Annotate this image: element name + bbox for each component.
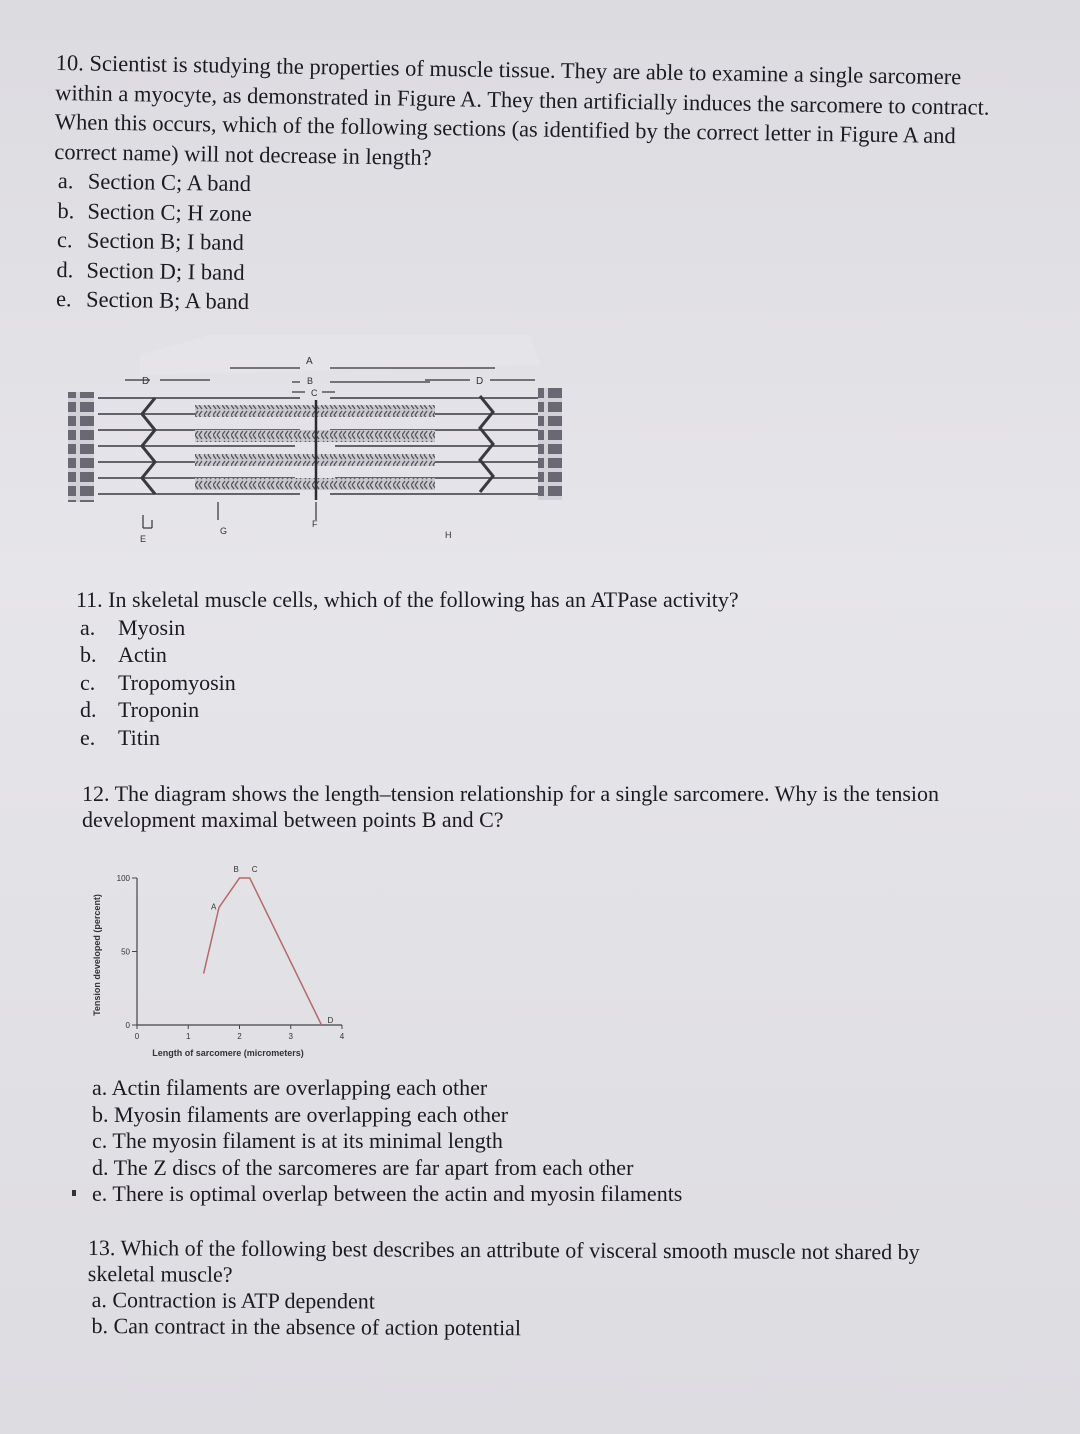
figure-label-b: B [307, 376, 314, 386]
chart-point-label: A [211, 902, 217, 912]
question-12-option-e[interactable]: e. There is optimal overlap between the actin and myosin filaments [92, 1181, 683, 1206]
question-11-option-b[interactable]: b. Actin [80, 642, 167, 667]
chart-x-tick-label: 1 [186, 1032, 191, 1041]
answer-mark [72, 1190, 76, 1196]
z-disc-left [68, 392, 94, 502]
question-12-stem: 12. The diagram shows the length–tension relationship for a single sarcomere. Why is the tension development maximal between points B and C? [82, 781, 940, 832]
length-tension-chart [80, 850, 380, 1065]
question-10-option-a[interactable]: a. Section C; A band [57, 168, 252, 197]
figure-label-a: A [306, 356, 313, 367]
figure-label-g: G [220, 526, 228, 536]
question-10-option-b[interactable]: b. Section C; H zone [57, 197, 252, 226]
chart-xlabel: Length of sarcomere (micrometers) [152, 1048, 304, 1058]
figure-label-e: E [140, 534, 147, 544]
chart-point-label: B [233, 865, 239, 874]
question-11-option-a[interactable]: a. Myosin [80, 614, 186, 640]
chart-x-tick-label: 0 [134, 1032, 140, 1041]
z-disc-right [538, 388, 562, 500]
figure-label-f: F [312, 519, 318, 529]
chart-point-label: C [251, 865, 258, 874]
chart-y-tick-label: 100 [116, 874, 130, 883]
question-12-options [88, 1075, 988, 1208]
question-11 [76, 586, 1016, 751]
chart-y-tick-label: 50 [121, 947, 130, 957]
chart-x-tick-label: 2 [237, 1032, 242, 1041]
sarcomere-figure [60, 330, 580, 550]
question-10-stem: 10. Scientist is studying the properties of muscle tissue. They are able to examine a single sarcomere within a myocyte, as demonstrated in Figure A. They then artificially induces the sarcomere to contract. When this occurs, which of the following sections (as identified by the correct letter in Figure A and correct name) will not decrease in length? [54, 49, 990, 170]
question-12-option-b[interactable]: b. Myosin filaments are overlapping each other [92, 1101, 509, 1127]
figure-label-h: H [445, 530, 452, 540]
question-10-option-e[interactable]: e. Section B; A band [55, 286, 250, 315]
question-13-option-b[interactable]: b. Can contract in the absence of action potential [91, 1313, 522, 1341]
chart-series-line [204, 878, 322, 1025]
question-12-option-c[interactable]: c. The myosin filament is at its minimal length [92, 1128, 503, 1153]
question-11-stem: 11. In skeletal muscle cells, which of the following has an ATPase activity? [76, 587, 739, 612]
chart-x-tick-label: 3 [288, 1032, 293, 1041]
figure-label-d-right: D [476, 376, 484, 387]
chart-x-tick-label: 4 [339, 1032, 345, 1041]
figure-label-d-left: D [142, 376, 150, 387]
question-11-option-d[interactable]: d. Troponin [80, 697, 200, 722]
question-10-option-d[interactable]: d. Section D; I band [56, 256, 245, 285]
chart-y-tick-label: 0 [125, 1021, 130, 1030]
question-13 [87, 1235, 988, 1344]
question-11-option-c[interactable]: c. Tropomyosin [80, 669, 236, 695]
question-11-option-e[interactable]: e. Titin [80, 724, 161, 750]
chart-point-label: D [327, 1016, 334, 1025]
question-12-option-d[interactable]: d. The Z discs of the sarcomeres are far apart from each other [92, 1154, 634, 1180]
question-13-option-a[interactable]: a. Contraction is ATP dependent [91, 1287, 376, 1314]
question-12 [82, 781, 1022, 833]
question-13-stem: 13. Which of the following best describes an attribute of visceral smooth muscle not shared by skeletal muscle? [87, 1235, 920, 1287]
question-10 [52, 48, 996, 328]
figure-label-c: C [311, 388, 318, 398]
question-10-option-c[interactable]: c. Section B; I band [56, 227, 245, 255]
chart-ylabel: Tension developed (percent) [92, 894, 102, 1016]
question-12-option-a[interactable]: a. Actin filaments are overlapping each other [92, 1075, 488, 1100]
